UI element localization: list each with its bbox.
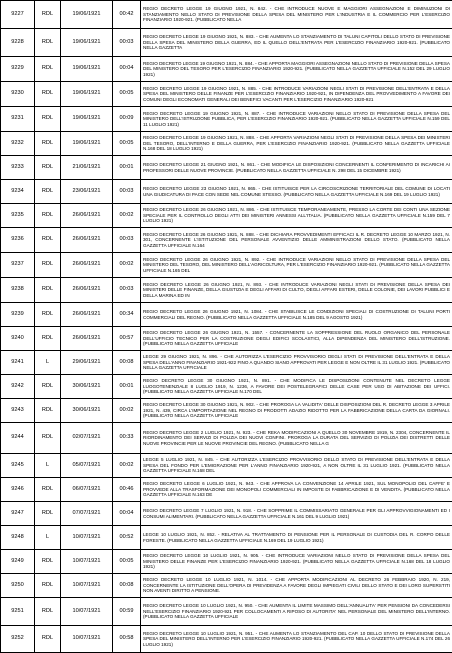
row-number: 9233 — [1, 156, 35, 180]
table-row — [1, 327, 452, 351]
row-description: REGIO DECRETO LEGGE 26 GIUGNO 1921, N. 892. - CHE INTRODUCE VARIAZIONI NELLO STATO DI PREVISIONE DELLA SPESA DEL MINISTERO DEL TESORO, DEL MINISTERO DELL'AGRICOLTURA, PER L'ESERCIZIO FINANZIARIO 1920-921. (PUBBLICATO NELLA GAZZETTA UFFICIALE N.165 DEL — [141, 253, 452, 278]
row-date: 06/07/1921 — [61, 478, 113, 502]
table-row — [1, 132, 452, 156]
row-description: REGIO DECRETO LEGGE 26 GIUGNO 1921, N. 888. - CHE DICHIARA PROVVEDIMENTI EFFICACI IL R. DECRETO LEGGE 10 MARZO 1921, N. 301, CONCERNENTE L'ISTITUZIONE DEL PERSONALE AVVENTIZIO DELLE AMMINISTRAZIONI DELLO STATO. (PUBBLICATO NELLA GAZZETTA UFFICIALE N.164 — [141, 228, 452, 253]
table-row — [1, 423, 452, 454]
row-type: RDL — [35, 550, 61, 574]
row-number: 9252 — [1, 626, 35, 653]
row-date: 21/06/1921 — [61, 156, 113, 180]
table-row — [1, 626, 452, 653]
row-date: 07/07/1921 — [61, 502, 113, 526]
row-number: 9238 — [1, 278, 35, 303]
row-number: 9227 — [1, 1, 35, 29]
row-description: REGIO DECRETO LEGGE 21 GIUGNO 1921, N. 861. - CHE MODIFICA LE DISPOSIZIONI CONCERNENTI IL CONFERIMENTO DI INCARICHI AI PROFESSORI DELLE NUOVE PROVINCIE. (PUBBLICATO NELLA GAZZETTA UFFICIALE N. 298 DEL 15 DICEMBRE 1921) — [141, 156, 452, 180]
row-type: RDL — [35, 228, 61, 253]
row-pages: 00:42 — [113, 1, 141, 29]
row-pages: 00:52 — [113, 526, 141, 550]
row-description: REGIO DECRETO LEGGE 26 GIUGNO 1921, N. 893. - CHE INTRODUCE VARIAZIONI NEGLI STATI DI PREVISIONE DELLA SPESA DEI MINISTERI DELLE FINANZE, DELLA GIUSTIZIA E DEGLI AFFARI DI CULTO, DEGLI AFFARI ESTERI, DELLE COLONIE, DEI LAVORI PUBBLICI E DELLA MARINA ED IN — [141, 278, 452, 303]
table-row — [1, 574, 452, 598]
row-date: 10/07/1921 — [61, 550, 113, 574]
row-date: 10/07/1921 — [61, 574, 113, 598]
row-date: 26/06/1921 — [61, 327, 113, 351]
row-pages: 00:58 — [113, 626, 141, 653]
row-date: 26/06/1921 — [61, 228, 113, 253]
row-pages: 00:02 — [113, 253, 141, 278]
row-number: 9230 — [1, 82, 35, 107]
row-description: REGIO DECRETO LEGGE 10 LUGLIO 1921, N. 951. - CHE AUMENTA LO STANZIAMENTO DEL CAP. 10 DELLO STATO DI PREVISIONE DELLA SPESA DEL MINISTERO DELL'INTERNO PER L'ESERCIZIO FINANZIARIO 1920-921. (PUBBLICATO NELLA GAZZETTA UFFICIALE N.174 DEL 26 LUGLIO 1921) — [141, 626, 452, 653]
table-row — [1, 204, 452, 228]
row-date: 29/06/1921 — [61, 351, 113, 375]
row-description: REGIO DECRETO LEGGE 19 GIUGNO 1921, N. 888. - CHE APPORTA VARIAZIONI NEGLI STATI DI PREVISIONE DELLA SPESA DEI MINISTERI DEL TESORO, DELL'INTERNO E DELLA GUERRA, PER L'ESERCIZIO FINANZIARIO 1920-921. (PUBBLICATO NELLA GAZZETTA UFFICIALE N.168 DEL 18 LUGLIO 1921) — [141, 132, 452, 156]
row-type: RDL — [35, 574, 61, 598]
table-row — [1, 399, 452, 423]
row-type: RDL — [35, 399, 61, 423]
row-pages: 00:04 — [113, 57, 141, 82]
row-date: 30/06/1921 — [61, 375, 113, 399]
table-row — [1, 107, 452, 132]
row-date: 30/06/1921 — [61, 399, 113, 423]
row-date: 23/06/1921 — [61, 180, 113, 204]
laws-table-body — [1, 1, 452, 653]
row-number: 9246 — [1, 478, 35, 502]
row-pages: 00:02 — [113, 204, 141, 228]
row-description: REGIO DECRETO LEGGE 19 GIUGNO 1921, N. 887. - CHE INTRODUCE VARIAZIONI NELLO STATO DI PREVISIONE DELLA SPESA DEL MINISTERO DELL'ISTRUZIONE PUBBLICA, PER L'ESERCIZIO FINANZIARIO 1920-921. (PUBBLICATO NELLA GAZZETTA UFFICIALE N.159 DEL 11 LUGLIO 1921) — [141, 107, 452, 132]
row-date: 19/06/1921 — [61, 1, 113, 29]
table-row — [1, 598, 452, 626]
row-pages: 00:59 — [113, 598, 141, 626]
row-number: 9240 — [1, 327, 35, 351]
row-number: 9237 — [1, 253, 35, 278]
row-type: RDL — [35, 253, 61, 278]
row-pages: 00:05 — [113, 82, 141, 107]
row-type: L — [35, 351, 61, 375]
row-pages: 00:03 — [113, 228, 141, 253]
row-pages: 00:46 — [113, 478, 141, 502]
row-type: RDL — [35, 423, 61, 454]
table-row — [1, 303, 452, 327]
row-type: L — [35, 454, 61, 478]
row-description: REGIO DECRETO LEGGE 30 GIUGNO 1921, N. 891. - CHE MODIFICA LE DISPOSIZIONI CONTENUTE NEL DECRETO LEGGE LUOGOTENENZIALE 8 LUGLIO 1919, N. 1236, A FAVORE DEI POSTELEGRAFICI DELLE CASE PER USO DI ABITAZIONE DEI UFFICI. (PUBBLICATO NELLA GAZZETTA UFFICIALE N.170 DEL — [141, 375, 452, 399]
table-row — [1, 82, 452, 107]
row-pages: 00:01 — [113, 375, 141, 399]
row-description: REGIO DECRETO LEGGE 2 LUGLIO 1921, N. 923. - CHE REKA MODIFICAZIONI A QUELLO 30 NOVEMBRE 1919, N. 2304, CONCERNENTE IL RIORDINAMENTO DEI SERVIZI DI POLIZIA DEI NUOVI CONFINI. PROROGA LA DURATA DEL SERVIZIO DI POLIZIA DEI DISTRETTI DELLE NUOVE PROVINCIE PER LE NUOVE PROVINCIE DEL REGNO. (PUBBLICATO NELLA G — [141, 423, 452, 454]
row-date: 05/07/1921 — [61, 454, 113, 478]
row-description: REGIO DECRETO LEGGE 19 GIUGNO 1921, N. 885. - CHE INTRODUCE VARIAZIONI NEGLI STATI DI PREVISIONE DELL'ENTRATA E DELLA SPESA DEL MINISTERO DELLE FINANZE PER L'ESERCIZIO FINANZIARIO 1920-921, IN DIPENDENZA DEL PROVVEDIMENTO A FAVORE DEI COMUNI DEGLI ECONOMATI GENERALI DEI BENEFICI VACANTI PER L'ESERCIZIO FINANZIARIO 1920-921 — [141, 82, 452, 107]
row-pages: 00:03 — [113, 278, 141, 303]
row-type: RDL — [35, 29, 61, 57]
row-pages: 00:03 — [113, 29, 141, 57]
row-date: 10/07/1921 — [61, 526, 113, 550]
row-pages: 00:08 — [113, 574, 141, 598]
row-date: 26/06/1921 — [61, 253, 113, 278]
row-pages: 00:08 — [113, 351, 141, 375]
row-description: LEGGE 5 LUGLIO 1921, N. 845. - CHE AUTORIZZA L'ESERCIZIO PROVVISORIO DELLO STATO DI PREVISIONE DELL'ENTRATA E DELLA SPESA DEL FONDO PER L'EMIGRAZIONE PER L'ANNO FINANZIARIO 1920-921, A NON OLTRE IL 31 LUGLIO 1921. (PUBBLICATO NELLA GAZZETTA UFFICIALE N.168 DEL — [141, 454, 452, 478]
row-date: 19/06/1921 — [61, 57, 113, 82]
row-number: 9235 — [1, 204, 35, 228]
row-pages: 00:02 — [113, 399, 141, 423]
row-description: REGIO DECRETO LEGGE 7 LUGLIO 1921, N. 918. - CHE SOPPRIME IL COMMISSARIATO GENERALE PER GLI APPROVVIGIONAMENTI ED I CONSUMI ALIMENTARI. (PUBBLICATO NELLA GAZZETTA UFFICIALE N.161 DEL 9 LUGLIO 1921) — [141, 502, 452, 526]
row-pages: 00:01 — [113, 156, 141, 180]
row-date: 26/06/1921 — [61, 278, 113, 303]
table-row — [1, 57, 452, 82]
row-type: RDL — [35, 180, 61, 204]
row-description: REGIO DECRETO LEGGE 10 LUGLIO 1921, N. 1014. - CHE APPORTA MODIFICAZIONI AL DECRETO 26 FEBBRAIO 1920, N. 219, CONCERNENTE LA ISTITUZIONE DELL'OPERA DI PREVIDENZA A FAVORE DEGLI IMPIEGATI CIVILI DELLO STATO E DEI LORO SUPERSTITI NON AVENTI DIRITTO A PENSIONE. — [141, 574, 452, 598]
row-type: L — [35, 526, 61, 550]
table-row — [1, 1, 452, 29]
row-description: REGIO DECRETO LEGGE 19 GIUGNO 1921, N. 883. - CHE AUMENTA LO STANZIAMENTO DI TALUNI CAPITOLI DELLO STATO DI PREVISIONE DELLA SPESA DEL MINISTERO DELLA GUERRA, ED IL QUELLO DELL'ENTRATA PER L'ESERCIZIO FINANZIARIO 1920-921. (PUBBLICATO NELLA GAZZETTA — [141, 29, 452, 57]
row-type: RDL — [35, 478, 61, 502]
table-row — [1, 180, 452, 204]
row-date: 02/07/1921 — [61, 423, 113, 454]
row-type: RDL — [35, 107, 61, 132]
row-description: REGIO DECRETO LEGGE 19 GIUGNO 1921, N. 842. - CHE INTRODUCE NUOVE E MAGGIORI ASSEGNAZIONI E DIMINUZIONI DI STANZIAMENTO NELLO STATO DI PREVISIONE DELLA SPESA DEL MINISTERO PER L'INDUSTRIA E IL COMMERCIO PER L'ESERCIZIO FINANZIARIO 1920-921. (PUBBLICATO NELLA — [141, 1, 452, 29]
table-row — [1, 29, 452, 57]
row-type: RDL — [35, 57, 61, 82]
row-description: LEGGE 29 GIUGNO 1921, N. 896. - CHE AUTORIZZA L'ESERCIZIO PROVVISORIO DEGLI STATI DI PREVISIONE DELL'ENTRATA E DELLA SPESA DELL'ANNO FINANZIARIO 1921-922 FINO A QUANDO SIANO APPROVATI PER LEGGE E NON OLTRE IL 31 LUGLIO 1921. (PUBBLICATO NELLA GAZZETTA UFFICIALE — [141, 351, 452, 375]
row-date: 26/06/1921 — [61, 204, 113, 228]
row-description: REGIO DECRETO LEGGE 23 GIUGNO 1921, N. 865. - CHE ISTITUISCE PER LA CIRCOSCRIZIONE TERRITORIALE DEL COMUNE DI LOCATI UNA GIUDICATURA DI PACE CON SEDE NEL COMUNE STESSO. (PUBBLICATO NELLA GAZZETTA UFFICIALE N.169 DEL 19 LUGLIO 1921) — [141, 180, 452, 204]
row-type: RDL — [35, 1, 61, 29]
row-description: REGIO DECRETO LEGGE 10 LUGLIO 1921, N. 950. - CHE AUMENTA IL LIMITE MASSIMO DELL'ANNUALITA' PER PENSIONI DA CONCEDERSI NELL'ESERCIZIO FINANZIARIO 1920-921 PER COLLOCAMENTI A RIPOSO DI AUTORITA' NEL PERSONALE DEL MINISTERO DELL'INTERNO. (PUBBLICATO NELLA GAZZETTA UFFICIALE — [141, 598, 452, 626]
row-description: REGIO DECRETO LEGGE 10 LUGLIO 1921, N. 905. - CHE INTRODUCE VARIAZIONI NELLO STATO DI PREVISIONE DELLA SPESA DEL MINISTERO DELLE FINANZE PER L'ESERCIZIO FINANZIARIO 1920-921. (PUBBLICATO NELLA GAZZETTA UFFICIALE N.168 DEL 18 LUGLIO 1921) — [141, 550, 452, 574]
row-number: 9248 — [1, 526, 35, 550]
row-number: 9236 — [1, 228, 35, 253]
row-number: 9247 — [1, 502, 35, 526]
row-number: 9250 — [1, 574, 35, 598]
table-row — [1, 526, 452, 550]
row-description: REGIO DECRETO LEGGE 6 LUGLIO 1921, N. 943. - CHE APPROVA LA CONVENZIONE 14 APRILE 1921, SUL MONOPOLIO DEL CAFFE' E PROVVEDE ALLA TRASFORMAZIONE DEI MONOPOLI COMMERCIALI IN IMPOSTE DI FABBRICAZIONE E DI VENDITA. (PUBBLICATO NELLA GAZZETTA UFFICIALE N.163 DE — [141, 478, 452, 502]
row-type: RDL — [35, 598, 61, 626]
row-number: 9245 — [1, 454, 35, 478]
row-description: REGIO DECRETO LEGGE 26 GIUGNO 1921, N. 886. - CHE ISTITUISCE TEMPORANEAMENTE, PRESSO LA CORTE DEI CONTI UNA SEZIONE SPECIALE PER IL CONTROLLO DEGLI ATTI DEI MINISTERI ANNESSI ALL'ITALIA. (PUBBLICATO NELLA GAZZETTA UFFICIALE N.159 DEL 7 LUGLIO 1921) — [141, 204, 452, 228]
table-row — [1, 278, 452, 303]
row-number: 9234 — [1, 180, 35, 204]
table-row — [1, 351, 452, 375]
row-number: 9232 — [1, 132, 35, 156]
row-number: 9243 — [1, 399, 35, 423]
row-type: RDL — [35, 204, 61, 228]
row-type: RDL — [35, 278, 61, 303]
row-date: 19/06/1921 — [61, 29, 113, 57]
row-pages: 00:09 — [113, 107, 141, 132]
row-description: REGIO DECRETO LEGGE 19 GIUGNO 1921, N. 884. - CHE APPORTA MAGGIORI ASSEGNAZIONI NELLO STATO DI PREVISIONE DELLA SPESA DEL MINISTERO DEL TESORO PER L'ESERCIZIO FINANZIARIO 1920-921. (PUBBLICATO NELLA GAZZETTA UFFICIALE N.152 DEL 29 LUGLIO 1921) — [141, 57, 452, 82]
table-row — [1, 478, 452, 502]
row-date: 19/06/1921 — [61, 132, 113, 156]
row-date: 10/07/1921 — [61, 598, 113, 626]
row-date: 26/06/1921 — [61, 303, 113, 327]
row-number: 9244 — [1, 423, 35, 454]
row-date: 10/07/1921 — [61, 626, 113, 653]
row-type: RDL — [35, 327, 61, 351]
row-type: RDL — [35, 303, 61, 327]
row-description: REGIO DECRETO LEGGE 26 GIUGNO 1921, N. 1084. - CHE STABILISCE LE CONDIZIONI SPECIALI DI COSTRUZIONE DI TALUNI PORTI COMMERCIALI DEL REGNO. (PUBBLICATO NELLA GAZZETTA UFFICIALE N.185 DEL 9 AGOSTO 1921) — [141, 303, 452, 327]
row-number: 9231 — [1, 107, 35, 132]
row-pages: 00:05 — [113, 132, 141, 156]
table-row — [1, 156, 452, 180]
row-number: 9242 — [1, 375, 35, 399]
table-row — [1, 228, 452, 253]
row-number: 9229 — [1, 57, 35, 82]
row-description: LEGGE 10 LUGLIO 1921, N. 852. - RELATIVA AL TRATTAMENTO DI PENSIONE PER IL PERSONALE DI CUSTODIA DEL R. CORPO DELLE FORESTE. (PUBBLICATO NELLA GAZZETTA UFFICIALE N.169 DEL 19 LUGLIO 1921) — [141, 526, 452, 550]
row-pages: 00:03 — [113, 180, 141, 204]
row-pages: 00:02 — [113, 454, 141, 478]
table-row — [1, 454, 452, 478]
row-number: 9249 — [1, 550, 35, 574]
row-number: 9228 — [1, 29, 35, 57]
row-type: RDL — [35, 82, 61, 107]
row-type: RDL — [35, 626, 61, 653]
table-row — [1, 375, 452, 399]
row-type: RDL — [35, 132, 61, 156]
row-type: RDL — [35, 156, 61, 180]
row-description: REGIO DECRETO LEGGE 30 GIUGNO 1921, N. 902. - CHE PROROGA LA VALIDITA' DELLE DISPOSIZIONI DEL R. DECRETO LEGGE 3 APRILE 1921, N. 439, CIRCA L'IMPORTAZIONE NEL REGNO DI PRODOTTI ADAZIO RIDOTTO PER LA FABBRICAZIONE DELLA CARTA DA GIORNALI. (PUBBLICATO NELLA GAZZETTA UFFICIALE — [141, 399, 452, 423]
table-row — [1, 253, 452, 278]
row-date: 19/06/1921 — [61, 107, 113, 132]
row-number: 9251 — [1, 598, 35, 626]
row-date: 19/06/1921 — [61, 82, 113, 107]
row-number: 9241 — [1, 351, 35, 375]
row-type: RDL — [35, 375, 61, 399]
table-row — [1, 550, 452, 574]
row-pages: 00:57 — [113, 327, 141, 351]
row-number: 9239 — [1, 303, 35, 327]
row-pages: 00:34 — [113, 303, 141, 327]
row-description: REGIO DECRETO LEGGE 26 GIUGNO 1921, N. 1557. - CONCERNENTE LA SOPPRESSIONE DEL RUOLO ORGANICO DEL PERSONALE DELL'UFFICIO TECNICO PER LA COSTRUZIONE DEGLI EDIFICI SCOLASTICI, ALLA DIPENDENZA DEL MINISTERO DELL'ISTRUZIONE. (PUBBLICATO NELLA GAZZETTA UFFICIALE — [141, 327, 452, 351]
row-pages: 00:33 — [113, 423, 141, 454]
row-pages: 00:04 — [113, 502, 141, 526]
row-pages: 00:05 — [113, 550, 141, 574]
table-row — [1, 502, 452, 526]
row-type: RDL — [35, 502, 61, 526]
